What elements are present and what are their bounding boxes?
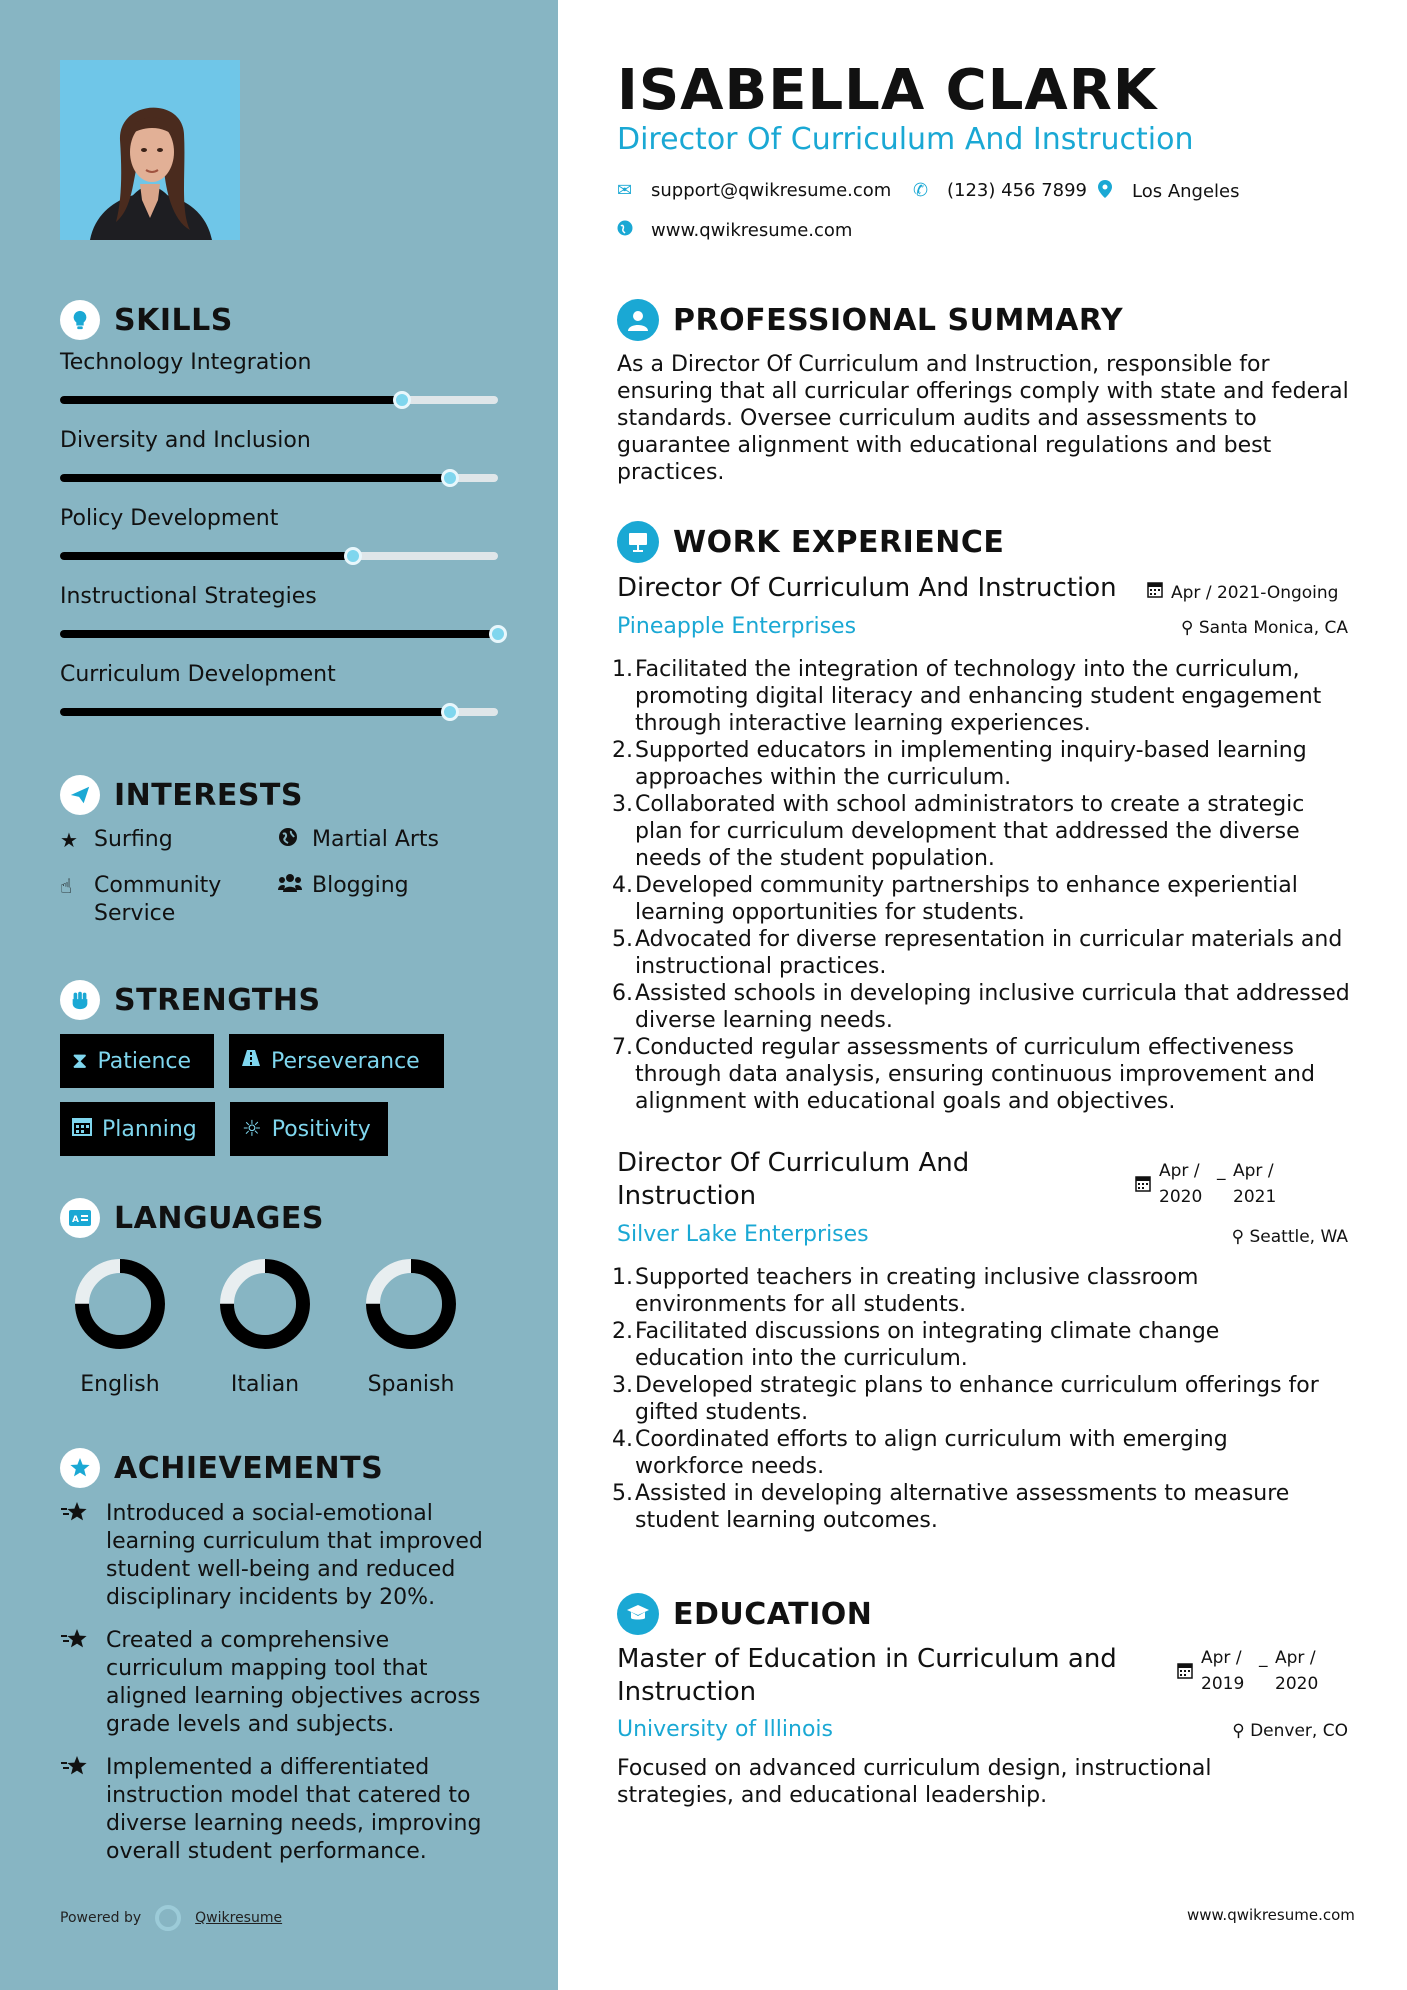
list-item: 1. Supported teachers in creating inclusive classroom environments for all students.: [612, 1265, 1199, 1317]
date-text: Apr / 2021-Ongoing: [1171, 583, 1339, 603]
education-description: Focused on advanced curriculum design, instructional strategies, and educational leadership.: [617, 1756, 1212, 1808]
list-item: 3. Developed strategic plans to enhance curriculum offerings for gifted students.: [612, 1373, 1319, 1425]
user-icon: [617, 299, 659, 341]
globe-icon: [278, 826, 302, 854]
job-location: [1150, 618, 1348, 638]
strength-badge: [229, 1034, 444, 1088]
website-text: www.qwikresume.com: [651, 220, 853, 241]
skill-bar-fill: [60, 708, 450, 716]
interest-label: Community Service: [94, 873, 222, 926]
achievement-text: Introduced a social-emotional learning curriculum that improved student well-being and reduced disciplinary incidents by 20%.: [106, 1501, 483, 1610]
skill-item: [60, 428, 498, 453]
languages-heading: [60, 1198, 324, 1238]
star-icon: ★: [60, 828, 78, 852]
strength-label: Perseverance: [271, 1048, 420, 1074]
skill-bar-fill: [60, 552, 353, 560]
users-icon: [278, 872, 302, 900]
achievement-text: Created a comprehensive curriculum mapping tool that aligned learning objectives across grade levels and subjects.: [106, 1628, 481, 1737]
contact-location: [1098, 180, 1240, 203]
list-item: 4. Coordinated efforts to align curriculum with emerging workforce needs.: [612, 1427, 1228, 1479]
education-date: Apr / 2019 _ Apr / 2020: [1177, 1645, 1325, 1697]
date-start: Apr / 2020: [1159, 1161, 1203, 1207]
language-item: [45, 1254, 195, 1397]
language-donut: [215, 1254, 315, 1354]
education-location: [1150, 1721, 1348, 1741]
language-item: [190, 1254, 340, 1397]
job-title: Director Of Curriculum And Instruction: [617, 1148, 970, 1211]
achievement-item: [60, 1627, 498, 1739]
location-text: Los Angeles: [1132, 181, 1240, 202]
section-title: SKILLS: [114, 302, 233, 338]
phone-icon: ✆: [913, 180, 929, 201]
footer-url[interactable]: www.qwikresume.com: [1187, 1906, 1355, 1924]
achievement-star-icon: [60, 1500, 94, 1612]
calendar-icon: [1177, 1661, 1193, 1687]
skill-bar: [60, 708, 498, 716]
date-end: Apr / 2020: [1275, 1648, 1319, 1694]
contact-phone[interactable]: [913, 180, 1087, 201]
degree-title: Master of Education in Curriculum and Instruction: [617, 1644, 1117, 1707]
skill-bar: [60, 630, 498, 638]
school-name: University of Illinois: [617, 1717, 833, 1742]
qwikresume-logo-icon: [155, 1905, 181, 1931]
section-title: STRENGTHS: [114, 982, 321, 1018]
skill-label: Curriculum Development: [60, 662, 336, 687]
map-pin-icon: [1098, 180, 1118, 203]
strength-label: Planning: [102, 1116, 197, 1142]
graduation-icon: [617, 1593, 659, 1635]
skills-heading: [60, 300, 233, 340]
section-title: WORK EXPERIENCE: [673, 524, 1005, 560]
language-label: Spanish: [367, 1372, 455, 1397]
date-start: Apr / 2019: [1201, 1648, 1245, 1694]
candidate-name: ISABELLA CLARK: [617, 58, 1158, 123]
road-icon: [241, 1048, 261, 1074]
strength-label: Positivity: [271, 1116, 371, 1142]
skill-bar-fill: [60, 630, 498, 638]
language-donut: [70, 1254, 170, 1354]
education-heading: [617, 1593, 872, 1635]
contact-email[interactable]: [617, 180, 891, 201]
calendar-icon: [72, 1116, 92, 1142]
achievement-item: [60, 1500, 498, 1612]
summary-heading: [617, 299, 1123, 341]
skill-item: [60, 350, 498, 375]
interest-item: [60, 872, 260, 928]
list-item: 5. Advocated for diverse representation in curricular materials and instructional practices.: [612, 927, 1343, 979]
list-item: 2. Facilitated discussions on integrating climate change education into the curriculum.: [612, 1319, 1220, 1371]
language-label: English: [80, 1372, 160, 1397]
list-item: 1. Facilitated the integration of technology into the curriculum, promoting digital literacy and enhancing student engagement through interactive learning experiences.: [612, 657, 1322, 736]
job-bullets: [612, 656, 1357, 1115]
fist-icon: [60, 980, 100, 1020]
list-item: 6. Assisted schools in developing inclusive curricula that addressed diverse learning needs.: [612, 981, 1350, 1033]
skill-label: Technology Integration: [60, 350, 312, 375]
strength-badge: [60, 1102, 215, 1156]
interests-heading: [60, 775, 303, 815]
achievement-star-icon: [60, 1754, 94, 1866]
lightbulb-icon: [60, 300, 100, 340]
job-title: Director Of Curriculum And Instruction: [617, 573, 1117, 603]
pin-icon: ⚲: [1181, 618, 1194, 638]
skill-knob: [344, 547, 362, 565]
skill-bar: [60, 552, 498, 560]
language-donut: [361, 1254, 461, 1354]
candidate-title: Director Of Curriculum And Instruction: [617, 122, 1194, 157]
sidebar: [0, 0, 558, 1990]
phone-text: (123) 456 7899: [947, 180, 1088, 201]
job-date: [1147, 580, 1338, 606]
powered-by-label: Powered by: [60, 1910, 142, 1926]
interest-label: Blogging: [312, 873, 409, 898]
location-text: Denver, CO: [1250, 1721, 1348, 1741]
skill-knob: [489, 625, 507, 643]
skill-bar-fill: [60, 474, 450, 482]
skill-item: [60, 584, 498, 609]
envelope-icon: ✉: [617, 180, 633, 201]
date-end: Apr / 2021: [1233, 1161, 1277, 1207]
presentation-icon: [617, 521, 659, 563]
company-name: Silver Lake Enterprises: [617, 1222, 869, 1247]
skill-label: Policy Development: [60, 506, 279, 531]
globe-icon: [617, 220, 637, 241]
pin-icon: ⚲: [1232, 1721, 1245, 1741]
interest-label: Surfing: [94, 827, 173, 852]
strength-badge: [230, 1102, 388, 1156]
skill-bar: [60, 474, 498, 482]
language-card-icon: [60, 1198, 100, 1238]
company-name: Pineapple Enterprises: [617, 614, 857, 639]
achievement-item: [60, 1754, 498, 1866]
strength-label: Patience: [97, 1048, 192, 1074]
interest-item: [278, 826, 439, 854]
skill-knob: [441, 469, 459, 487]
skill-bar: [60, 396, 498, 404]
skill-label: Instructional Strategies: [60, 584, 317, 609]
section-title: LANGUAGES: [114, 1200, 324, 1236]
calendar-icon: [1135, 1174, 1151, 1200]
hourglass-icon: ⧗: [72, 1048, 88, 1074]
list-item: 4. Developed community partnerships to enhance experiential learning opportunities for students.: [612, 873, 1298, 925]
powered-by: [60, 1905, 282, 1931]
list-item: 7. Conducted regular assessments of curriculum effectiveness through data analysis, ensuring continuous improvement and alignment with educational goals and objectives.: [612, 1035, 1315, 1114]
skill-knob: [441, 703, 459, 721]
skill-bar-fill: [60, 396, 402, 404]
interest-label: Martial Arts: [312, 827, 440, 852]
pin-icon: ⚲: [1231, 1227, 1245, 1247]
location-text: Santa Monica, CA: [1198, 618, 1348, 638]
email-text: support@qwikresume.com: [651, 180, 892, 201]
job-bullets: [612, 1264, 1357, 1534]
location-text: Seattle, WA: [1249, 1227, 1348, 1247]
list-item: 5. Assisted in developing alternative assessments to measure student learning outcomes.: [612, 1481, 1290, 1533]
language-label: Italian: [230, 1372, 300, 1397]
profile-photo: [60, 60, 240, 240]
calendar-icon: [1147, 580, 1163, 606]
contact-website[interactable]: [617, 220, 852, 241]
experience-heading: [617, 521, 1004, 563]
achievements-heading: [60, 1448, 383, 1488]
list-item: 2. Supported educators in implementing inquiry-based learning approaches within the curriculum.: [612, 738, 1307, 790]
interest-item: [60, 826, 173, 854]
star-badge-icon: [60, 1448, 100, 1488]
language-item: [336, 1254, 486, 1397]
brand-link[interactable]: Qwikresume: [195, 1910, 283, 1926]
section-title: EDUCATION: [673, 1596, 873, 1632]
paper-plane-icon: [60, 775, 100, 815]
section-title: ACHIEVEMENTS: [114, 1450, 384, 1486]
svg-text:A: A: [72, 1215, 79, 1225]
interest-item: [278, 872, 409, 900]
summary-text: As a Director Of Curriculum and Instruction, responsible for ensuring that all curricular offerings comply with state and federal standards. Oversee curriculum audits and assessments to guarantee alignment with educational regulations and best practices.: [617, 352, 1349, 485]
job-location: [1150, 1227, 1348, 1247]
section-title: PROFESSIONAL SUMMARY: [673, 302, 1124, 338]
strengths-heading: [60, 980, 321, 1020]
skill-item: [60, 506, 498, 531]
job-date: Apr / 2020 _ Apr / 2021: [1135, 1158, 1283, 1210]
list-item: 3. Collaborated with school administrators to create a strategic plan for curriculum development that addressed the diverse needs of the student population.: [612, 792, 1305, 871]
hand-icon: ☝: [60, 874, 73, 898]
achievement-star-icon: [60, 1627, 94, 1739]
skill-item: [60, 662, 498, 687]
skill-label: Diversity and Inclusion: [60, 428, 311, 453]
section-title: INTERESTS: [114, 777, 303, 813]
sun-icon: ☼: [242, 1116, 262, 1142]
strength-badge: [60, 1034, 214, 1088]
achievement-text: Implemented a differentiated instruction model that catered to diverse learning needs, improving overall student performance.: [106, 1755, 482, 1864]
skill-knob: [393, 391, 411, 409]
